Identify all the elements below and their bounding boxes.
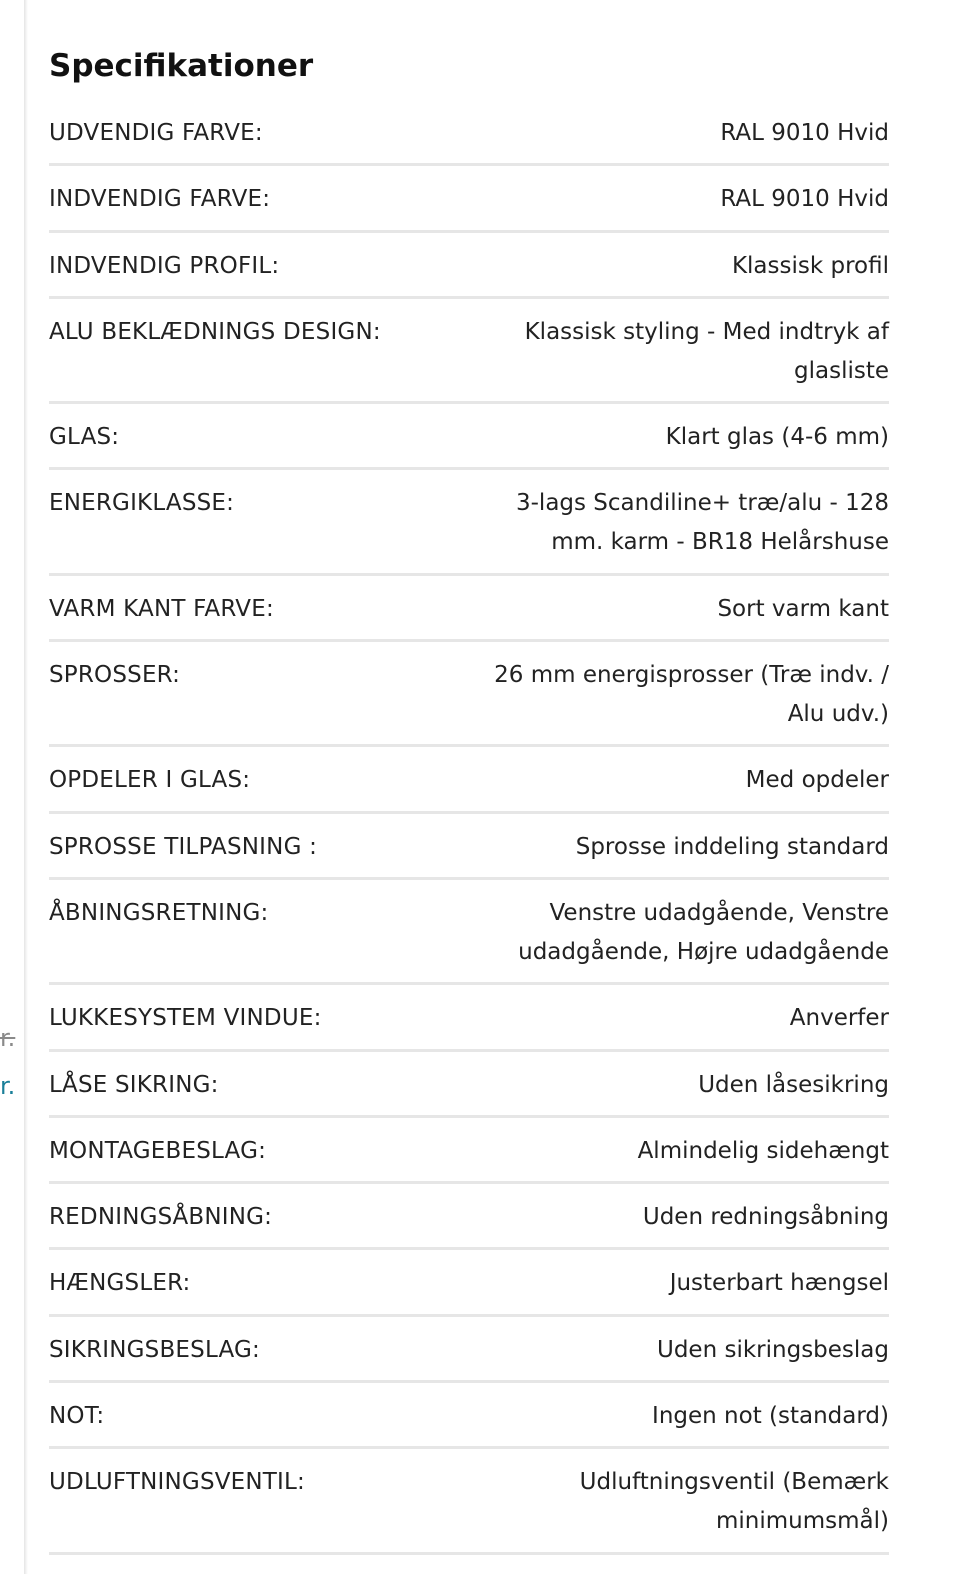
spec-row (49, 1383, 889, 1449)
spec-value: RAL 9010 Hvid (720, 120, 889, 146)
spec-row (49, 299, 889, 404)
spec-label: INDVENDIG PROFIL: (49, 252, 280, 279)
spec-label: ALU BEKLÆDNINGS DESIGN: (49, 318, 381, 345)
spec-value: 26 mm energisprosser (Træ indv. / Alu udv.) (494, 662, 889, 728)
spec-value: Klart glas (4-6 mm) (665, 424, 889, 451)
spec-row (49, 166, 889, 232)
spec-row (49, 100, 889, 166)
spec-row (49, 1052, 889, 1118)
spec-value: Uden redningsåbning (642, 1204, 889, 1231)
spec-label: LÅSE SIKRING: (49, 1071, 219, 1098)
spec-label: REDNINGSÅBNING: (49, 1204, 273, 1231)
spec-value: Klassisk profil (731, 252, 889, 279)
spec-value: Med opdeler (745, 767, 889, 794)
specifications-heading: Specifikationer (49, 48, 314, 84)
background-link-fragment[interactable]: r. (0, 1072, 16, 1100)
spec-label: UDVENDIG FARVE: (49, 120, 263, 146)
spec-label: MONTAGEBESLAG: (49, 1137, 267, 1164)
spec-value: Almindelig sidehængt (637, 1137, 889, 1164)
spec-row (49, 814, 889, 880)
spec-row (49, 1118, 889, 1184)
spec-row (49, 470, 889, 575)
spec-row (49, 404, 889, 470)
spec-label: GLAS: (49, 424, 120, 451)
spec-value: Sort varm kant (717, 595, 889, 622)
spec-row (49, 985, 889, 1051)
spec-row (49, 1250, 889, 1316)
spec-value: Anverfer (789, 1005, 889, 1032)
spec-row (49, 1184, 889, 1250)
spec-label: SPROSSER: (49, 662, 181, 689)
spec-label: HÆNGSLER: (49, 1270, 191, 1297)
spec-label: UDLUFTNINGSVENTIL: (49, 1469, 306, 1496)
spec-label: ENERGIKLASSE: (49, 490, 235, 517)
spec-value: 3-lags Scandiline+ træ/alu - 128 mm. karm - BR18 Helårshuse (516, 490, 889, 556)
spec-row (49, 1317, 889, 1383)
spec-value: Klassisk styling - Med indtryk af glasliste (524, 318, 889, 384)
spec-label: LUKKESYSTEM VINDUE: (49, 1005, 322, 1032)
spec-value: Uden låsesikring (698, 1071, 889, 1098)
spec-value: RAL 9010 Hvid (720, 186, 889, 213)
spec-label: ÅBNINGSRETNING: (49, 899, 269, 926)
background-struck-price-fragment: r. (0, 1024, 16, 1052)
specifications-list (49, 100, 889, 1555)
spec-value: Uden sikringsbeslag (657, 1336, 889, 1363)
spec-row (49, 233, 889, 299)
spec-row (49, 1449, 889, 1554)
spec-value: Sprosse inddeling standard (575, 833, 889, 860)
spec-label: VARM KANT FARVE: (49, 595, 274, 622)
spec-label: NOT: (49, 1403, 105, 1430)
panel-shadow (24, 0, 28, 1574)
spec-row (49, 880, 889, 985)
spec-label: SIKRINGSBESLAG: (49, 1336, 261, 1363)
spec-value: Ingen not (standard) (652, 1403, 889, 1430)
spec-row (49, 576, 889, 642)
spec-row (49, 642, 889, 747)
spec-label: OPDELER I GLAS: (49, 767, 251, 794)
spec-label: INDVENDIG FARVE: (49, 186, 271, 213)
spec-value: Udluftningsventil (Bemærk minimumsmål) (579, 1469, 889, 1535)
spec-value: Venstre udadgående, Venstre udadgående, Højre udadgående (518, 899, 889, 965)
spec-label: SPROSSE TILPASNING : (49, 833, 318, 860)
spec-row (49, 747, 889, 813)
spec-value: Justerbart hængsel (669, 1270, 889, 1297)
